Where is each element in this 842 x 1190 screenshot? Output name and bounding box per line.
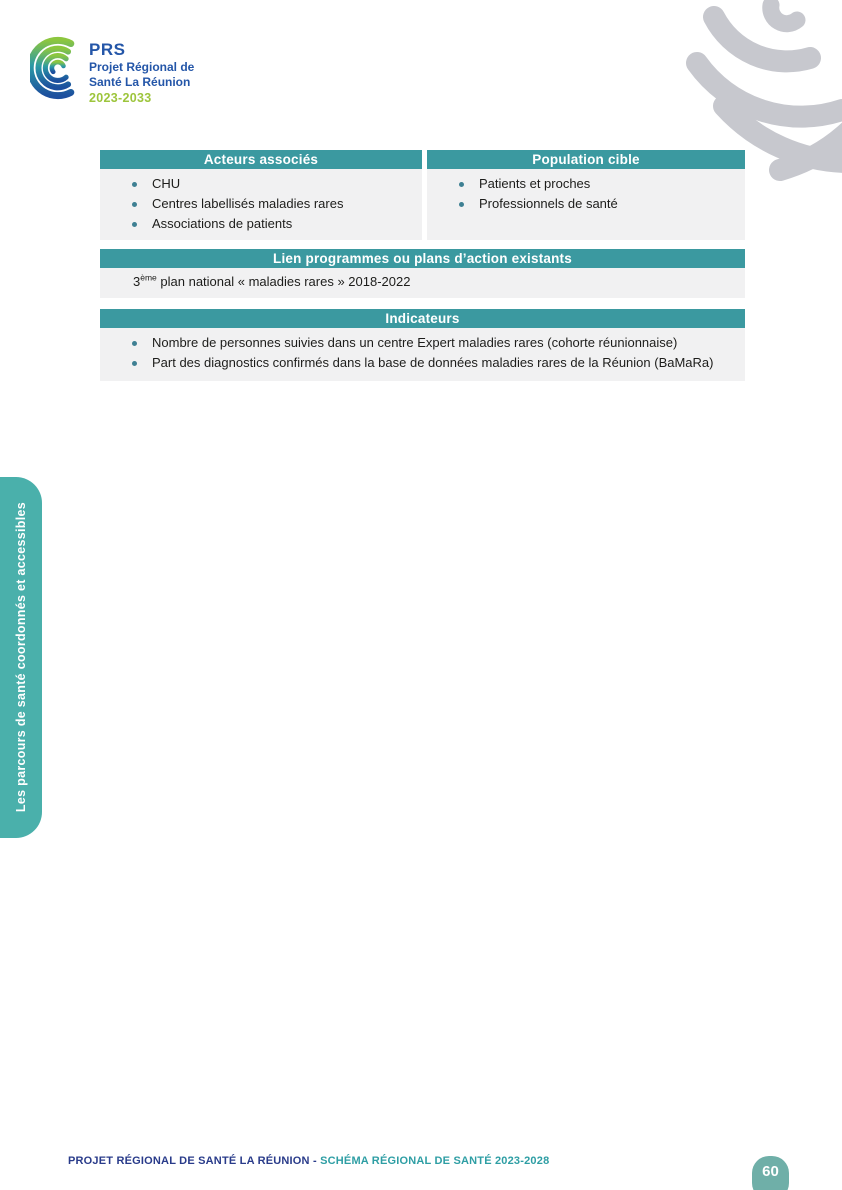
indicators-header: Indicateurs: [100, 309, 745, 328]
actors-population-row: [100, 150, 745, 240]
population-body: [427, 169, 745, 240]
programs-line-prefix: 3: [133, 274, 141, 289]
programs-section: [100, 249, 745, 298]
list-item: Professionnels de santé: [457, 194, 733, 214]
logo-title-line1: Projet Régional de: [89, 60, 195, 74]
programs-line-rest: plan national « maladies rares » 2018-2022: [156, 274, 411, 289]
actors-header: Acteurs associés: [100, 150, 422, 169]
page-number: 60: [762, 1163, 779, 1180]
footer-title-left: PROJET RÉGIONAL DE SANTÉ LA RÉUNION -: [68, 1155, 321, 1167]
indicators-list: [100, 328, 745, 379]
logo-years: 2023-2033: [89, 91, 152, 105]
actors-column: [100, 150, 422, 240]
fiche-tables: [100, 150, 745, 381]
prs-swirl-icon: [30, 33, 82, 103]
logo-acronym: PRS: [89, 40, 126, 59]
population-column: [427, 150, 745, 240]
indicators-body: [100, 328, 745, 381]
page-number-badge: [752, 1156, 789, 1190]
actors-list: [100, 169, 422, 240]
list-item: Nombre de personnes suivies dans un centre Expert maladies rares (cohorte réunionnaise): [130, 333, 733, 353]
programs-line-superscript: ème: [140, 272, 157, 283]
programs-line: [100, 268, 745, 298]
programs-body: [100, 268, 745, 298]
list-item: Patients et proches: [457, 174, 733, 194]
actors-body: [100, 169, 422, 240]
footer-title: [68, 1155, 549, 1167]
list-item: Part des diagnostics confirmés dans la base de données maladies rares de la Réunion (BaMaRa): [130, 353, 733, 373]
list-item: CHU: [130, 174, 410, 194]
footer-title-right: SCHÉMA RÉGIONAL DE SANTÉ 2023-2028: [320, 1155, 550, 1167]
population-list: [427, 169, 745, 220]
indicators-section: [100, 309, 745, 381]
chapter-side-tab: [0, 477, 42, 838]
population-header: Population cible: [427, 150, 745, 169]
prs-logo-text: [89, 33, 194, 105]
chapter-side-tab-label: Les parcours de santé coordonnés et accessibles: [14, 502, 28, 813]
list-item: Centres labellisés maladies rares: [130, 194, 410, 214]
list-item: Associations de patients: [130, 214, 410, 234]
programs-header: Lien programmes ou plans d’action existants: [100, 249, 745, 268]
prs-logo: [30, 33, 194, 105]
logo-title-line2: Santé La Réunion: [89, 75, 191, 89]
